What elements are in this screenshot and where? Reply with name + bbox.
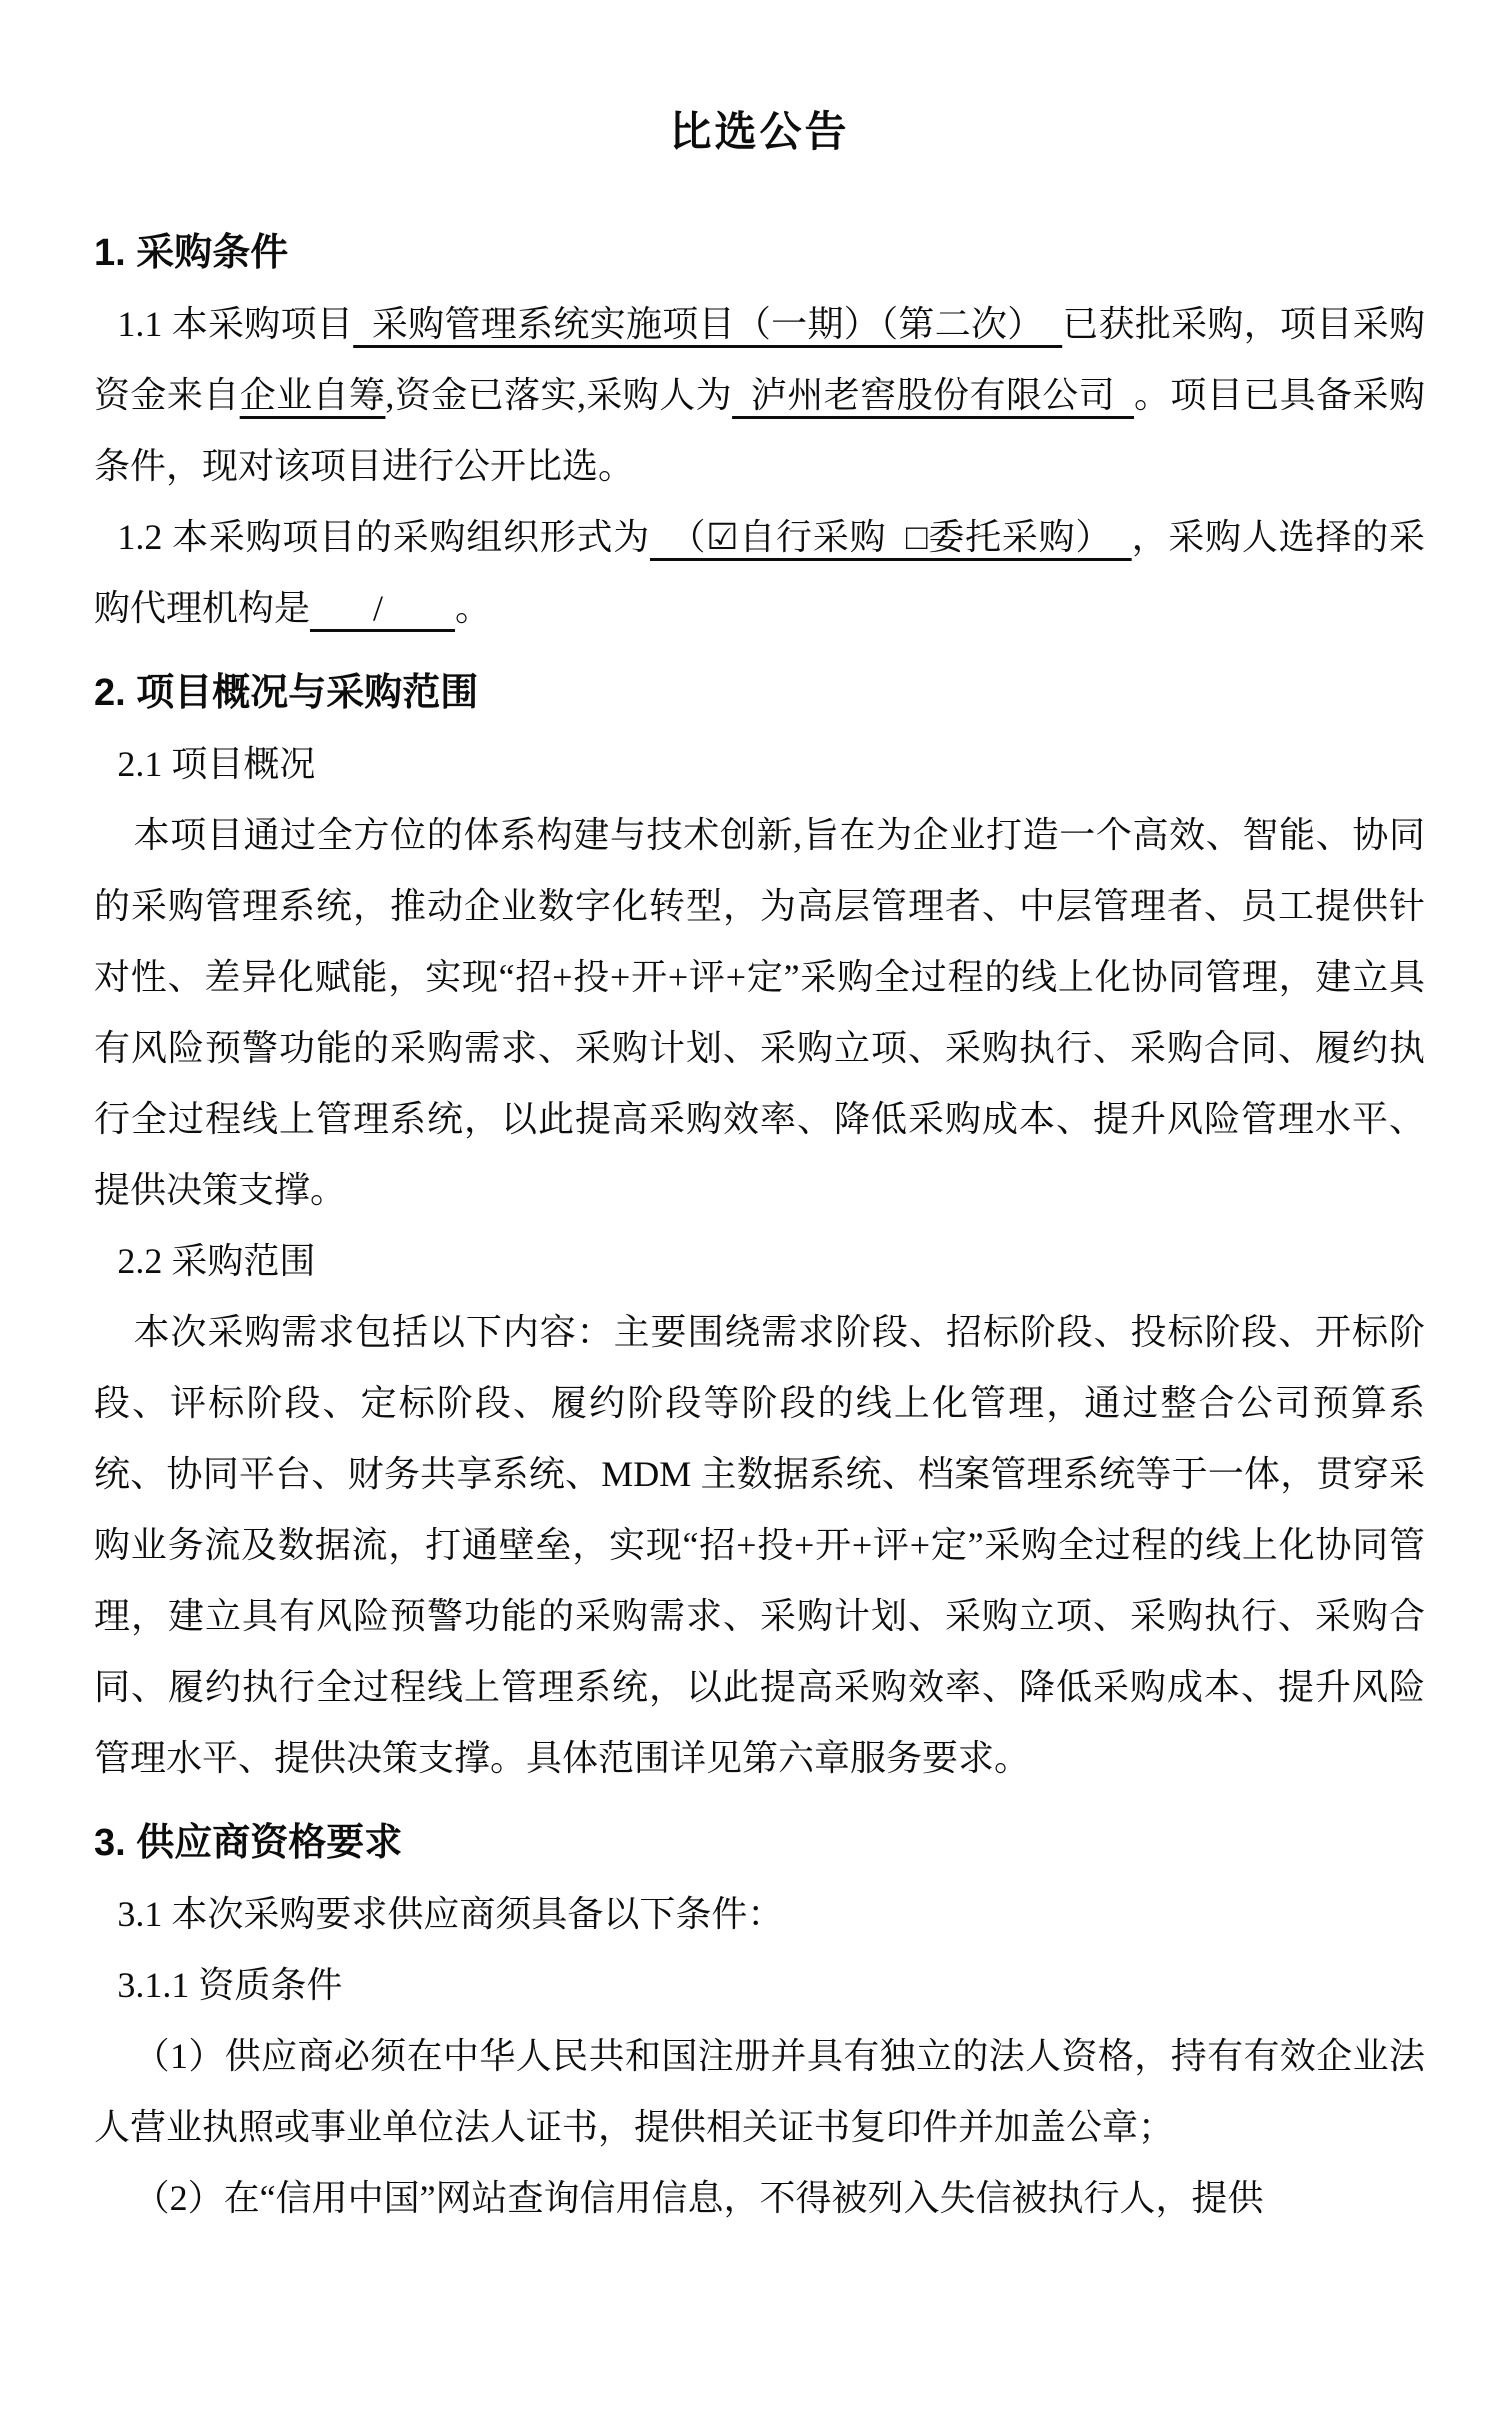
heading-1-procurement-conditions: 1. 采购条件 — [94, 232, 289, 274]
text-run: ,资金已落实,采购人为 — [385, 375, 733, 415]
para-3-1-1-item-2: （2）在“信用中国”网站查询信用信息，不得被列入失信被执行人，提供 — [133, 2178, 1264, 2218]
heading-2-project-overview-scope: 2. 项目概况与采购范围 — [94, 672, 479, 714]
para-2-2-procurement-scope: 本次采购需求包括以下内容：主要围绕需求阶段、招标阶段、投标阶段、开标阶段、评标阶段、定标阶段、履约阶段等阶段的线上化管理，通过整合公司预算系统、协同平台、财务共享系统、MDM 主数据系统、档案管理系统等于一体，贯穿采购业务流及数据流，打通壁垒，实现“招+投+开+评+定”采购全过程的线上化协同管理，建立具有风险预警功能的采购需求、采购计划、采购立项、采购执行、采购合同、履约执行全过程线上管理系统，以此提高采购效率、降低采购成本、提升风险管理水平、提供决策支撑。具体范围详见第六章服务要求。 — [94, 1312, 1425, 1778]
para-1-1 — [94, 289, 1425, 502]
underlined-fill-in: 企业自筹 — [239, 375, 386, 415]
underlined-fill-in: 泸州老窖股份有限公司 — [732, 375, 1134, 415]
subheading-2-2: 2.2 采购范围 — [117, 1241, 316, 1281]
subheading-2-1: 2.1 项目概况 — [117, 744, 316, 784]
text-run: 已获批采购，项目采购资金来自 — [94, 304, 1425, 415]
page-title: 比选公告 — [669, 108, 850, 155]
text-run: 1.2 本采购项目的采购组织形式为 — [117, 517, 650, 557]
underlined-fill-in: （☑自行采购 □委托采购） — [650, 517, 1132, 557]
para-3-1: 3.1 本次采购要求供应商须具备以下条件： — [117, 1894, 784, 1934]
heading-3-supplier-qualification: 3. 供应商资格要求 — [94, 1822, 403, 1864]
text-run: 1.1 本采购项目 — [117, 304, 354, 344]
para-3-1-1-item-1: （1）供应商必须在中华人民共和国注册并具有独立的法人资格，持有有效企业法人营业执照或事业单位法人证书，提供相关证书复印件并加盖公章； — [94, 2036, 1425, 2147]
underlined-fill-in: / — [310, 588, 456, 628]
para-2-1-project-overview: 本项目通过全方位的体系构建与技术创新,旨在为企业打造一个高效、智能、协同的采购管理系统，推动企业数字化转型，为高层管理者、中层管理者、员工提供针对性、差异化赋能，实现“招+投+开+评+定”采购全过程的线上化协同管理，建立具有风险预警功能的采购需求、采购计划、采购立项、采购执行、采购合同、履约执行全过程线上管理系统，以此提高采购效率、降低采购成本、提升风险管理水平、提供决策支撑。 — [94, 815, 1425, 1210]
underlined-fill-in: 采购管理系统实施项目（一期）（第二次） — [353, 304, 1063, 344]
subheading-3-1-1: 3.1.1 资质条件 — [117, 1965, 343, 2005]
text-run: 。项目已具备采购条件，现对该项目进行公开比选。 — [94, 375, 1425, 486]
text-run: 。 — [455, 588, 492, 628]
text-run: ，采购人选择的采购代理机构是 — [94, 517, 1425, 628]
para-1-2 — [94, 502, 1425, 644]
